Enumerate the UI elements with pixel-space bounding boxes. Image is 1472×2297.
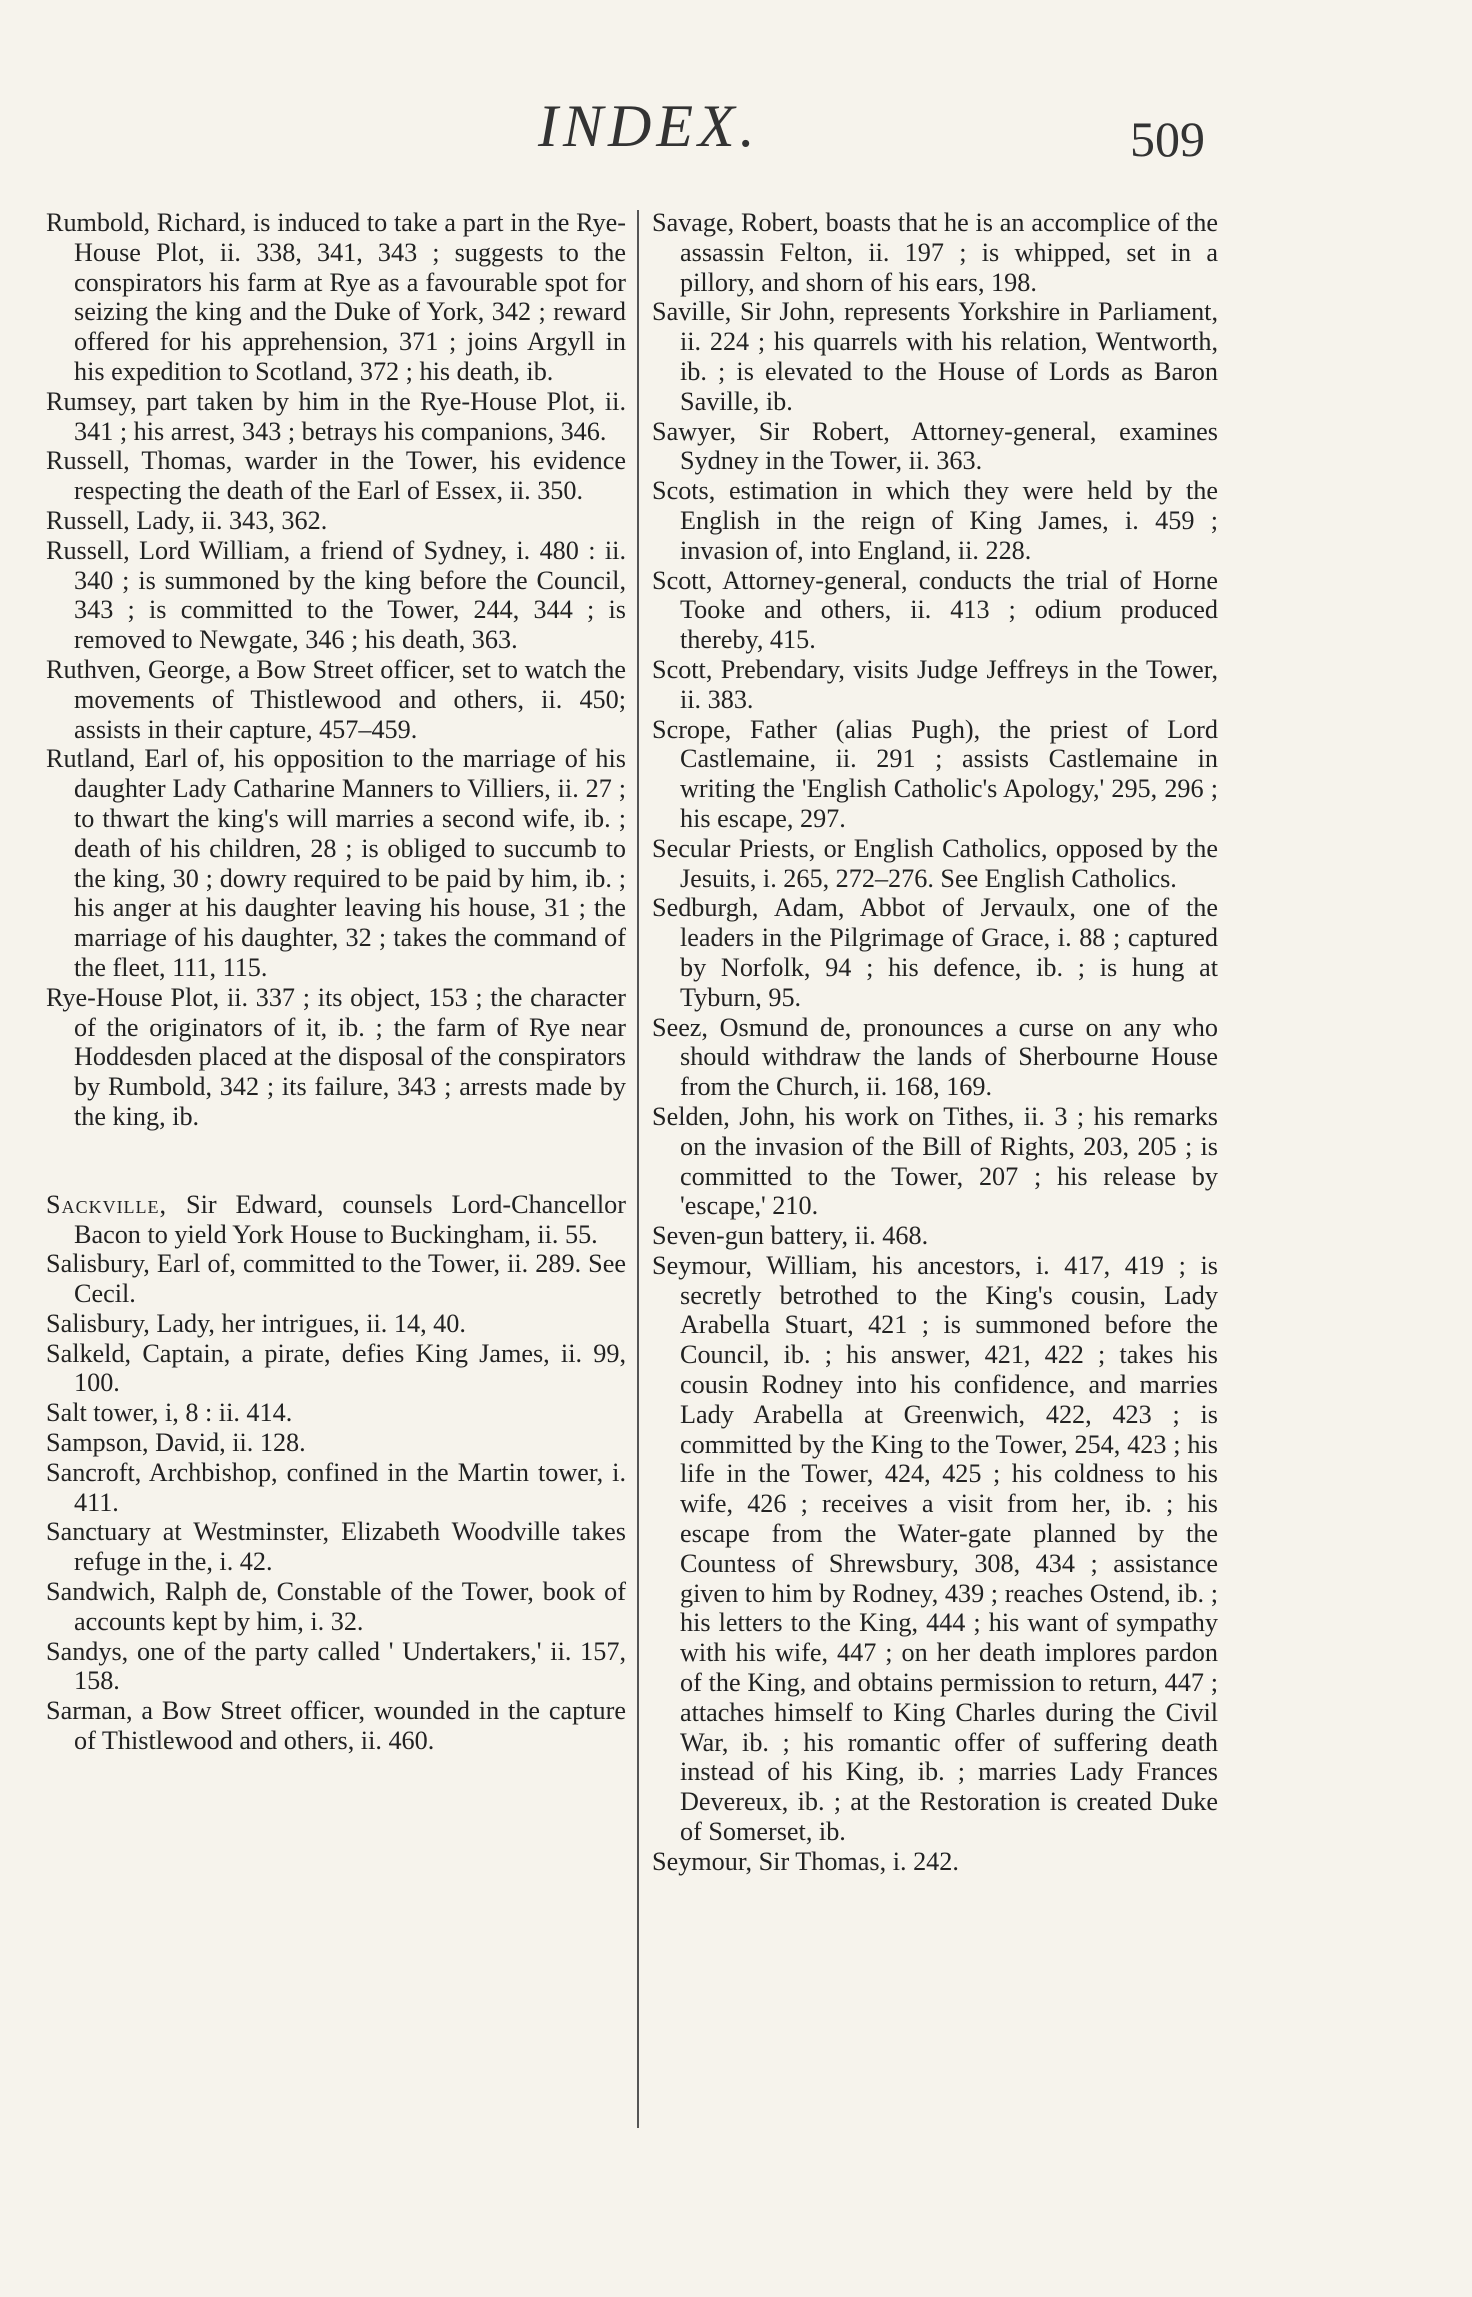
index-entry: Ruthven, George, a Bow Street officer, set to watch the movements of Thistlewood and others, ii. 450; assists in their capture, 457–459.: [46, 654, 626, 744]
page-header: [0, 92, 1472, 172]
index-entry: Secular Priests, or English Catholics, opposed by the Jesuits, i. 265, 272–276. See English Catholics.: [652, 833, 1218, 893]
index-entry-text: Sir Edward, counsels Lord-Chancellor Bacon to yield York House to Buckingham, ii. 55.: [74, 1189, 626, 1249]
index-entry: Rye-House Plot, ii. 337 ; its object, 153 ; the character of the originators of it, ib. ; the farm of Rye near Hoddesden placed at the disposal of the conspirators by Rumbold, 342 ; its failure, 343 ; arrests made by the king, ib.: [46, 982, 626, 1131]
index-entry: Sawyer, Sir Robert, Attorney-general, examines Sydney in the Tower, ii. 363.: [652, 416, 1218, 476]
left-column: [46, 208, 626, 1756]
index-entry: Seymour, Sir Thomas, i. 242.: [652, 1846, 959, 1876]
index-entry: Savage, Robert, boasts that he is an accomplice of the assassin Felton, ii. 197 ; is whipped, set in a pillory, and shorn of his ears, 198.: [652, 208, 1218, 297]
index-entry: Salt tower, i, 8 : ii. 414.: [46, 1398, 293, 1428]
index-entry: Russell, Lady, ii. 343, 362.: [46, 505, 328, 535]
index-entry: Salkeld, Captain, a pirate, defies King James, ii. 99, 100.: [46, 1338, 626, 1398]
index-entry: Salisbury, Lady, her intrigues, ii. 14, 40.: [46, 1308, 466, 1338]
index-entry: Seven-gun battery, ii. 468.: [652, 1221, 929, 1251]
index-entry: Sandwich, Ralph de, Constable of the Tower, book of accounts kept by him, i. 32.: [46, 1577, 626, 1636]
index-entry: Scots, estimation in which they were held by the English in the reign of King James, i. 459 ; invasion of, into England, ii. 228.: [652, 476, 1218, 565]
index-entry: Rumsey, part taken by him in the Rye-House Plot, ii. 341 ; his arrest, 343 ; betrays his companions, 346.: [46, 386, 626, 446]
index-entry: Rumbold, Richard, is induced to take a part in the Rye-House Plot, ii. 338, 341, 343 ; suggests to the conspirators his farm at Rye as a favourable spot for seizing the king and the Duke of York, 342 ; reward offered for his apprehension, 371 ; joins Argyll in his expedition to Scotland, 372 ; his death, ib.: [46, 208, 626, 386]
section-lead-word: Sackville,: [46, 1189, 168, 1219]
index-entry: Rutland, Earl of, his opposition to the marriage of his daughter Lady Catharine Manners to Villiers, ii. 27 ; to thwart the king's will marries a second wife, ib. ; death of his children, 28 ; is obliged to succumb to the king, 30 ; dowry required to be paid by him, ib. ; his anger at his daughter leaving his house, 31 ; the marriage of his daughter, 32 ; takes the command of the fleet, 111, 115.: [46, 744, 626, 982]
page-title: INDEX.: [538, 93, 760, 159]
index-entry: Scott, Prebendary, visits Judge Jeffreys in the Tower, ii. 383.: [652, 654, 1218, 714]
index-entry: Russell, Thomas, warder in the Tower, his evidence respecting the death of the Earl of Essex, ii. 350.: [46, 446, 626, 506]
index-entry: Sedburgh, Adam, Abbot of Jervaulx, one of the leaders in the Pilgrimage of Grace, i. 88 ; captured by Norfolk, 94 ; his defence, ib. ; is hung at Tyburn, 95.: [652, 893, 1218, 1012]
index-entry: Saville, Sir John, represents Yorkshire in Parliament, ii. 224 ; his quarrels with his relation, Wentworth, ib. ; is elevated to the House of Lords as Baron Saville, ib.: [652, 297, 1218, 416]
page-number: 509: [1130, 111, 1205, 167]
index-entry: [46, 1190, 626, 1250]
column-divider: [637, 210, 639, 2128]
index-entry: Seymour, William, his ancestors, i. 417, 419 ; is secretly betrothed to the King's cousin, Lady Arabella Stuart, 421 ; is summoned before the Council, ib. ; his answer, 421, 422 ; takes his cousin Rodney into his confidence, and marries Lady Arabella at Greenwich, 422, 423 ; is committed by the King to the Tower, 254, 423 ; his life in the Tower, 424, 425 ; his coldness to his wife, 426 ; receives a visit from her, ib. ; his escape from the Water-gate planned by the Countess of Shrewsbury, 308, 434 ; assistance given to him by Rodney, 439 ; reaches Ostend, ib. ; his letters to the King, 444 ; his want of sympathy with his wife, 447 ; on her death implores pardon of the King, and obtains permission to return, 447 ; attaches himself to King Charles during the Civil War, ib. ; his romantic offer of suffering death instead of his King, ib. ; marries Lady Frances Devereux, ib. ; at the Restoration is created Duke of Somerset, ib.: [652, 1250, 1218, 1847]
index-entry: Scott, Attorney-general, conducts the trial of Horne Tooke and others, ii. 413 ; odium produced thereby, 415.: [652, 565, 1218, 655]
index-entry: Russell, Lord William, a friend of Sydney, i. 480 : ii. 340 ; is summoned by the king before the Council, 343 ; is committed to the Tower, 244, 344 ; is removed to Newgate, 346 ; his death, 363.: [46, 535, 626, 655]
right-column: [652, 208, 1218, 1877]
index-entry: Sampson, David, ii. 128.: [46, 1428, 306, 1458]
index-entry: Sarman, a Bow Street officer, wounded in the capture of Thistlewood and others, ii. 460.: [46, 1696, 626, 1756]
index-entry: Sandys, one of the party called ' Undertakers,' ii. 157, 158.: [46, 1636, 626, 1696]
index-entry: Salisbury, Earl of, committed to the Tower, ii. 289. See Cecil.: [46, 1249, 626, 1309]
index-entry: Sanctuary at Westminster, Elizabeth Woodville takes refuge in the, i. 42.: [46, 1517, 626, 1577]
section-gap: [46, 1132, 626, 1190]
index-entry: Scrope, Father (alias Pugh), the priest of Lord Castlemaine, ii. 291 ; assists Castlemaine in writing the 'English Catholic's Apology,' 295, 296 ; his escape, 297.: [652, 714, 1218, 833]
index-entry: Selden, John, his work on Tithes, ii. 3 ; his remarks on the invasion of the Bill of Rights, 203, 205 ; is committed to the Tower, 207 ; his release by 'escape,' 210.: [652, 1101, 1218, 1221]
index-entry: Sancroft, Archbishop, confined in the Martin tower, i. 411.: [46, 1457, 626, 1517]
index-entry: Seez, Osmund de, pronounces a curse on any who should withdraw the lands of Sherbourne House from the Church, ii. 168, 169.: [652, 1012, 1218, 1102]
